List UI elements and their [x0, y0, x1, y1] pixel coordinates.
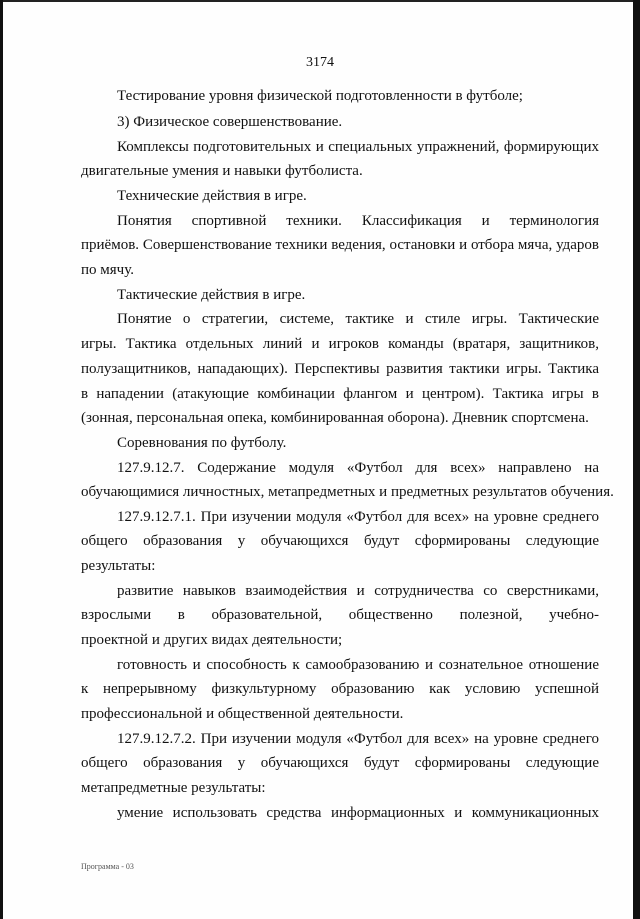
body-line: общего образования у обучающихся будут сформированы следующие [81, 533, 599, 549]
body-line: игры. Тактика отдельных линий и игроков команды (вратаря, защитников, [81, 336, 599, 352]
body-line: обучающимися личностных, метапредметных и предметных результатов обучения. [81, 484, 614, 500]
body-line: 127.9.12.7. Содержание модуля «Футбол для всех» направлено на [117, 460, 599, 476]
body-line: (зонная, персональная опека, комбинированная оборона). Дневник спортсмена. [81, 410, 589, 426]
body-line: результаты: [81, 558, 156, 574]
body-line: полузащитников, нападающих). Перспективы развития тактики игры. Тактика [81, 361, 599, 377]
body-line: 127.9.12.7.2. При изучении модуля «Футбол для всех» на уровне среднего [117, 731, 599, 747]
body-line: профессиональной и общественной деятельности. [81, 706, 404, 722]
body-line: проектной и других видах деятельности; [81, 632, 343, 648]
body-line: умение использовать средства информационных и коммуникационных [117, 805, 599, 821]
body-line: готовность и способность к самообразованию и сознательное отношение [117, 657, 599, 673]
body-line: метапредметные результаты: [81, 780, 266, 796]
body-line: 3) Физическое совершенствование. [117, 114, 343, 130]
footer-note: Программа - 03 [81, 862, 134, 871]
scan-edge-left [0, 0, 3, 919]
body-line: 127.9.12.7.1. При изучении модуля «Футбол для всех» на уровне среднего [117, 509, 599, 525]
scan-edge-top [0, 0, 640, 2]
body-line: Соревнования по футболу. [117, 435, 287, 451]
body-line: Комплексы подготовительных и специальных упражнений, формирующих [117, 139, 599, 155]
body-line: к непрерывному физкультурному образованию как условию успешной [81, 681, 599, 697]
body-line: Тактические действия в игре. [117, 287, 306, 303]
body-line: Тестирование уровня физической подготовленности в футболе; [117, 88, 523, 104]
page-number: 3174 [306, 55, 334, 70]
body-line: взрослыми в образовательной, общественно полезной, учебно- [81, 607, 599, 623]
scan-edge-right [633, 0, 640, 919]
body-line: приёмов. Совершенствование техники ведения, остановки и отбора мяча, ударов [81, 237, 599, 253]
body-line: в нападении (атакующие комбинации флангом и центром). Тактика игры в [81, 386, 599, 402]
body-line: Понятия спортивной техники. Классификация и терминология [117, 213, 599, 229]
body-line: двигательные умения и навыки футболиста. [81, 163, 363, 179]
body-line: общего образования у обучающихся будут сформированы следующие [81, 755, 599, 771]
body-line: по мячу. [81, 262, 134, 278]
body-line: Технические действия в игре. [117, 188, 307, 204]
body-line: Понятие о стратегии, системе, тактике и стиле игры. Тактические [117, 311, 599, 327]
body-line: развитие навыков взаимодействия и сотрудничества со сверстниками, [117, 583, 599, 599]
